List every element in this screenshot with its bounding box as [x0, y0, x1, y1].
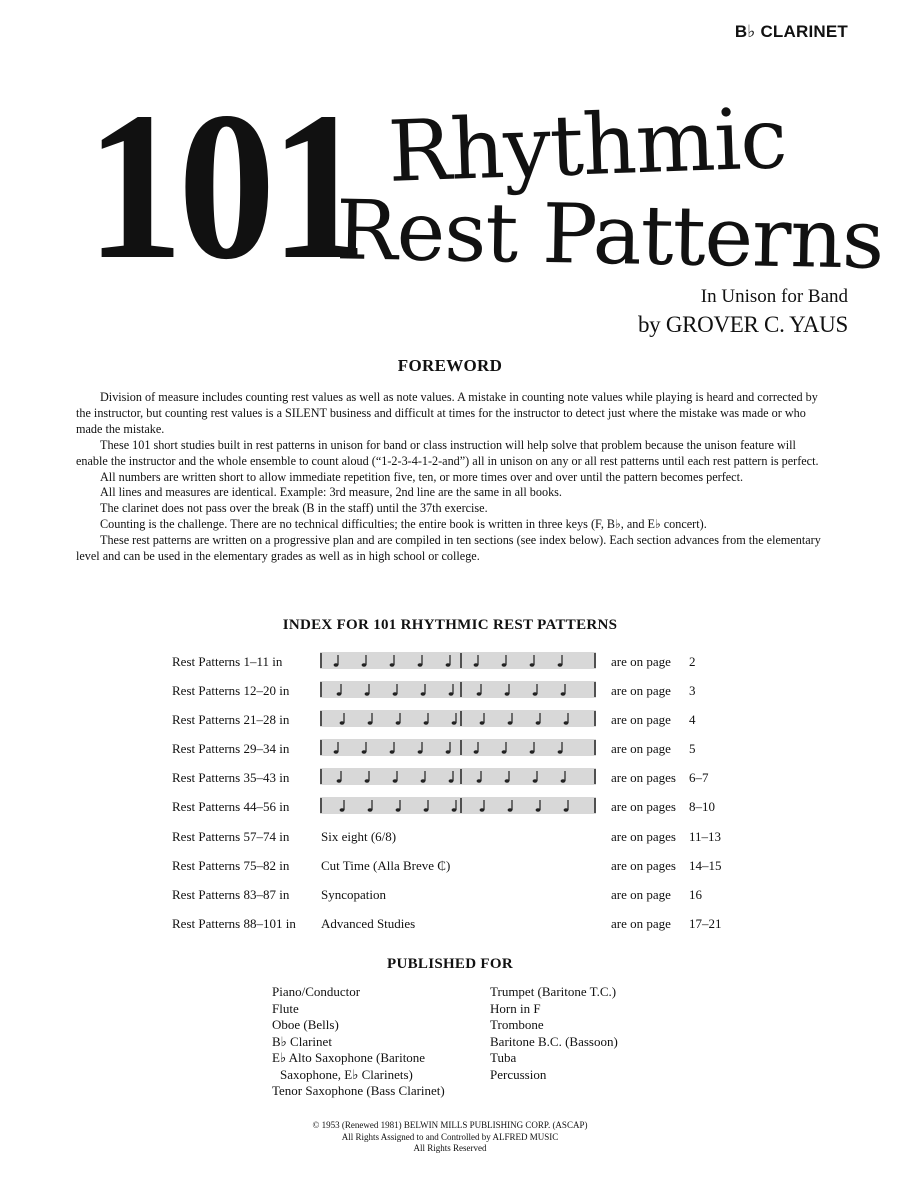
index-row-pages: 16: [689, 886, 702, 902]
index-row-label: Rest Patterns 88–101 in: [172, 915, 296, 931]
index-row-page-prefix: are on pages: [611, 857, 676, 873]
instrument-list-item: Horn in F: [490, 1000, 541, 1016]
published-heading: PUBLISHED FOR: [386, 956, 513, 972]
foreword-paragraph: The clarinet does not pass over the break (B in the staff) until the 37th exercise.: [100, 501, 488, 516]
staff-note-head: [390, 663, 395, 666]
index-row-page-prefix: are on page: [611, 915, 671, 931]
staff-note-head: [474, 751, 479, 754]
staff-note-head: [390, 751, 395, 754]
index-row-pages: 2: [689, 654, 696, 669]
staff-note-head: [533, 692, 538, 695]
staff-note-head: [368, 721, 373, 724]
staff-note-head: [449, 780, 454, 783]
index-row-page-prefix: are on page: [611, 712, 671, 728]
staff-note-head: [536, 809, 541, 812]
instrument-list-item: Saxophone, E♭ Clarinets): [280, 1066, 413, 1082]
index-row-label: Rest Patterns 57–74 in: [172, 828, 290, 844]
staff-note-head: [505, 780, 510, 783]
staff-note-head: [340, 809, 345, 812]
staff-note-head: [393, 692, 398, 695]
staff-note-head: [508, 721, 513, 724]
staff-note-head: [418, 663, 423, 666]
rhythm-staff-image: [320, 768, 596, 785]
subtitle: In Unison for Band: [700, 286, 848, 307]
instrument-list-item: Tenor Saxophone (Bass Clarinet): [272, 1083, 445, 1098]
staff-note-head: [561, 780, 566, 783]
index-row: [172, 677, 772, 706]
instrument-list-item: Trumpet (Baritone T.C.): [490, 984, 617, 999]
index-row: [172, 764, 772, 793]
index-row-pages: 3: [689, 683, 696, 699]
copyright-line: © 1953 (Renewed 1981) BELWIN MILLS PUBLISHING CORP. (ASCAP): [312, 1120, 588, 1130]
rhythm-staff-image: [320, 681, 596, 698]
staff-note-head: [558, 751, 563, 754]
staff-note-head: [421, 692, 426, 695]
staff-note-head: [337, 780, 342, 783]
staff-note-head: [533, 780, 538, 783]
foreword-paragraph: Division of measure includes counting rest values as well as note values. A mistake in counting note values while playing is heard and corrected by the instructor, but counting rest values is a SILENT business and difficult at times for the instructor to detect just where the mistake was made or who made the mistake.: [76, 390, 818, 436]
index-row-pages: 5: [689, 741, 696, 757]
staff-note-head: [480, 809, 485, 812]
staff-note-head: [505, 692, 510, 695]
staff-note-head: [446, 663, 451, 666]
staff-note-head: [558, 663, 563, 666]
instrument-label: B♭ CLARINET: [734, 22, 848, 41]
instrument-list-item: Oboe (Bells): [272, 1017, 339, 1032]
index-row: [172, 852, 772, 881]
index-row-pages: 4: [689, 712, 696, 728]
staff-note-head: [561, 692, 566, 695]
rhythm-staff-image: [320, 739, 596, 756]
index-row-description: Syncopation: [321, 886, 386, 902]
title-line-1: Rhythmic: [386, 89, 788, 201]
staff-note-head: [530, 751, 535, 754]
index-row-label: Rest Patterns 1–11 in: [172, 654, 283, 669]
rhythm-staff-image: [320, 710, 596, 727]
staff-note-head: [424, 721, 429, 724]
staff-note-head: [452, 809, 457, 812]
instrument-list-item: B♭ Clarinet: [272, 1033, 332, 1049]
index-row-page-prefix: are on pages: [611, 770, 676, 786]
index-row-description: Six eight (6/8): [321, 828, 397, 844]
index-table: [172, 648, 772, 939]
index-row-label: Rest Patterns 35–43 in: [172, 770, 290, 786]
staff-note-head: [393, 780, 398, 783]
staff-note-head: [474, 663, 479, 666]
index-row-description: Cut Time (Alla Breve ₵): [321, 857, 451, 873]
instrument-list-item: Flute: [272, 1000, 299, 1016]
staff-note-head: [362, 751, 367, 754]
author: by GROVER C. YAUS: [637, 312, 848, 337]
foreword-paragraph: These 101 short studies built in rest patterns in unison for band or class instruction will help solve that problem because the unison feature will enable the instructor and the whole ensemble to count aloud (“1-2-3-4-1-2-and”) all in unison on any or all rest patterns until each rest pattern is perfect.: [76, 437, 819, 468]
instrument-list-item: Tuba: [490, 1050, 517, 1065]
index-heading: INDEX FOR 101 RHYTHMIC REST PATTERNS: [282, 617, 618, 633]
staff-note-head: [564, 721, 569, 724]
foreword-body: [76, 390, 826, 565]
index-row-page-prefix: are on page: [611, 886, 671, 902]
index-row: [172, 648, 772, 677]
staff-note-head: [337, 692, 342, 695]
index-row: [172, 881, 772, 910]
index-row-pages: 8–10: [689, 799, 715, 815]
staff-note-head: [396, 809, 401, 812]
staff-note-head: [480, 721, 485, 724]
staff-note-head: [502, 663, 507, 666]
copyright-line: All Rights Reserved: [413, 1143, 487, 1153]
index-row: [172, 735, 772, 764]
index-row-label: Rest Patterns 12–20 in: [172, 683, 290, 699]
index-row-label: Rest Patterns 83–87 in: [172, 886, 290, 902]
index-row-pages: 11–13: [689, 828, 722, 844]
index-row-pages: 17–21: [689, 915, 722, 931]
index-row: [172, 793, 772, 822]
staff-note-head: [564, 809, 569, 812]
copyright-line: All Rights Assigned to and Controlled by ALFRED MUSIC: [341, 1131, 559, 1142]
staff-note-head: [421, 780, 426, 783]
staff-note-head: [424, 809, 429, 812]
index-row: [172, 706, 772, 735]
index-row-pages: 14–15: [689, 857, 722, 873]
staff-note-head: [502, 751, 507, 754]
rhythm-staff-image: [320, 652, 596, 669]
instrument-list-item: Piano/Conductor: [272, 984, 361, 999]
foreword-paragraph: These rest patterns are written on a progressive plan and are compiled in ten sections (see index below). Each section advances from the elementary level and can be used in the elementary grades as well as in high school or college.: [76, 533, 821, 564]
index-row-page-prefix: are on page: [611, 654, 671, 669]
index-row-page-prefix: are on pages: [611, 799, 676, 815]
instrument-list-item: E♭ Alto Saxophone (Baritone: [272, 1050, 426, 1065]
index-row-label: Rest Patterns 44–56 in: [172, 799, 290, 815]
foreword-paragraph: All numbers are written short to allow immediate repetition five, ten, or more times over and over until the pattern becomes perfect.: [100, 469, 744, 484]
index-row-description: Advanced Studies: [321, 915, 416, 931]
instrument-list-item: Baritone B.C. (Bassoon): [490, 1033, 618, 1049]
copyright-notice: [0, 1120, 900, 1155]
staff-note-head: [365, 692, 370, 695]
staff-note-head: [508, 809, 513, 812]
index-row-label: Rest Patterns 21–28 in: [172, 712, 290, 728]
index-row-page-prefix: are on pages: [611, 828, 676, 844]
staff-note-head: [449, 692, 454, 695]
foreword-heading: FOREWORD: [397, 356, 503, 375]
staff-note-head: [530, 663, 535, 666]
staff-note-head: [452, 721, 457, 724]
index-row-pages: 6–7: [689, 770, 709, 786]
published-list-left: [272, 984, 445, 1100]
staff-note-head: [368, 809, 373, 812]
index-row: [172, 823, 772, 852]
instrument-list-item: Trombone: [490, 1017, 544, 1032]
staff-note-head: [536, 721, 541, 724]
staff-note-head: [334, 663, 339, 666]
staff-note-head: [340, 721, 345, 724]
published-list-right: [490, 984, 618, 1083]
staff-note-head: [477, 780, 482, 783]
rhythm-staff-image: [320, 797, 596, 814]
instrument-list-item: Percussion: [490, 1066, 547, 1082]
title-number: 101: [86, 68, 362, 303]
title-line-2: Rest Patterns: [335, 183, 885, 288]
staff-note-head: [362, 663, 367, 666]
index-row-label: Rest Patterns 75–82 in: [172, 857, 290, 873]
index-row: [172, 910, 772, 939]
foreword-paragraph: All lines and measures are identical. Example: 3rd measure, 2nd line are the same in all books.: [100, 485, 562, 500]
staff-note-head: [334, 751, 339, 754]
staff-note-head: [365, 780, 370, 783]
index-row-page-prefix: are on page: [611, 683, 671, 699]
staff-note-head: [446, 751, 451, 754]
index-row-page-prefix: are on page: [611, 741, 671, 757]
staff-note-head: [418, 751, 423, 754]
staff-note-head: [477, 692, 482, 695]
index-row-label: Rest Patterns 29–34 in: [172, 741, 290, 757]
foreword-paragraph: Counting is the challenge. There are no technical difficulties; the entire book is written in three keys (F, B♭, and E♭ concert).: [100, 517, 707, 532]
staff-note-head: [396, 721, 401, 724]
